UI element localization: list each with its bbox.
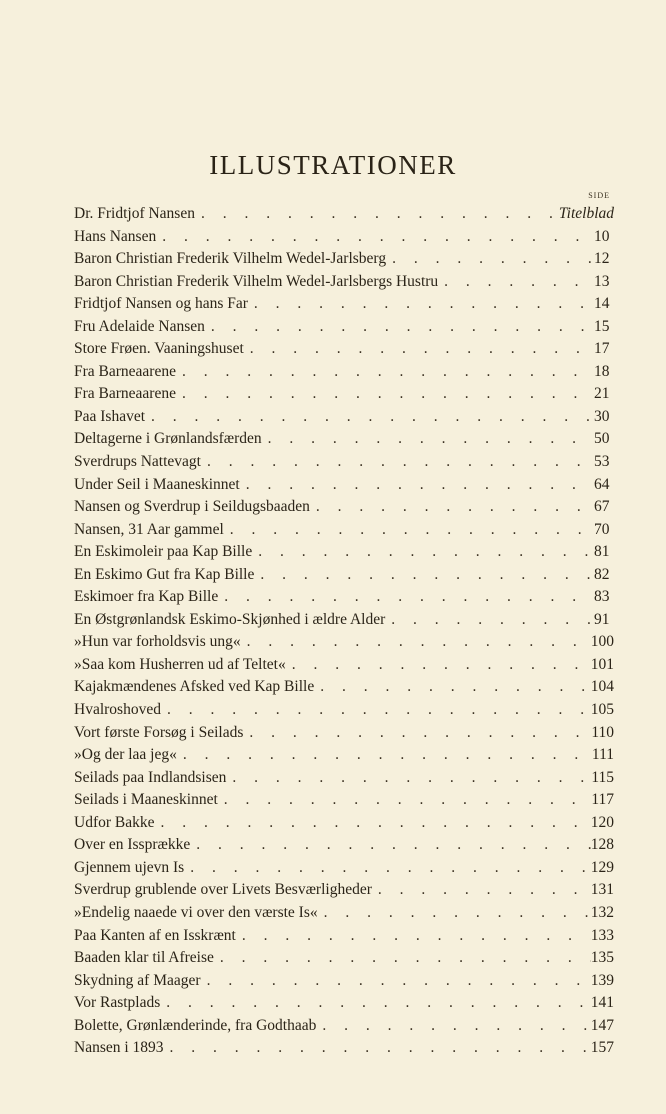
entry-title: Over en Issprække — [74, 836, 191, 854]
entry-page: 139 — [590, 971, 614, 989]
dot-leader — [195, 203, 559, 226]
dot-leader — [236, 925, 591, 948]
entry-title: Deltagerne i Grønlandsfærden — [74, 430, 262, 448]
entry-page: 157 — [590, 1039, 614, 1057]
list-item — [74, 631, 614, 654]
dot-leader — [318, 902, 591, 925]
entry-page: 10 — [594, 227, 610, 245]
entry-title: Hvalroshoved — [74, 701, 161, 719]
entry-title: Store Frøen. Vaaningshuset — [74, 340, 244, 358]
dot-leader — [177, 744, 592, 767]
dot-leader — [160, 992, 590, 1015]
entry-title: Paa Ishavet — [74, 407, 146, 425]
entry-page: 105 — [590, 701, 614, 719]
dot-leader — [164, 1037, 591, 1060]
list-item — [74, 428, 614, 451]
entry-page: 132 — [590, 903, 614, 921]
entry-page: 147 — [590, 1016, 614, 1034]
entry-title: Fridtjof Nansen og hans Far — [74, 295, 248, 313]
entry-page: 53 — [594, 453, 610, 471]
list-item — [74, 248, 614, 271]
list-item — [74, 338, 614, 361]
dot-leader — [438, 271, 594, 294]
dot-leader — [241, 631, 591, 654]
dot-leader — [201, 451, 594, 474]
entry-title: Hans Nansen — [74, 227, 157, 245]
entry-title: Nansen og Sverdrup i Seildugsbaaden — [74, 498, 310, 516]
dot-leader — [310, 496, 594, 519]
entry-page: 117 — [591, 791, 614, 809]
entry-title: Seilads i Maaneskinnet — [74, 791, 218, 809]
dot-leader — [176, 383, 594, 406]
list-item — [74, 226, 614, 249]
entry-title: En Østgrønlandsk Eskimo-Skjønhed i ældre Alder — [74, 610, 386, 628]
dot-leader — [205, 316, 594, 339]
entry-title: Baaden klar til Afreise — [74, 949, 214, 967]
entry-title: Seilads paa Indlandsisen — [74, 768, 227, 786]
entry-title: »Endelig naaede vi over den værste Is« — [74, 903, 318, 921]
entry-page: 104 — [590, 678, 614, 696]
entry-page: 50 — [594, 430, 610, 448]
entry-title: »Hun var forholdsvis ung« — [74, 633, 241, 651]
dot-leader — [226, 767, 591, 790]
list-item — [74, 857, 614, 880]
dot-leader — [190, 834, 591, 857]
list-item — [74, 654, 614, 677]
list-item — [74, 316, 614, 339]
list-item — [74, 564, 614, 587]
entry-page: 15 — [594, 317, 610, 335]
list-item — [74, 947, 614, 970]
entry-page: 101 — [590, 655, 614, 673]
dot-leader — [155, 812, 591, 835]
list-item — [74, 451, 614, 474]
entry-page: 82 — [594, 565, 610, 583]
entry-title: Bolette, Grønlænderinde, fra Godthaab — [74, 1016, 317, 1034]
list-item — [74, 609, 614, 632]
list-item — [74, 496, 614, 519]
list-item — [74, 1037, 614, 1060]
entry-title: Under Seil i Maaneskinnet — [74, 475, 240, 493]
dot-leader — [176, 361, 594, 384]
entry-page: 100 — [590, 633, 614, 651]
dot-leader — [372, 879, 591, 902]
entry-page: 128 — [590, 836, 614, 854]
dot-leader — [316, 1015, 590, 1038]
list-item — [74, 744, 614, 767]
list-item — [74, 925, 614, 948]
entry-title: Gjennem ujevn Is — [74, 858, 185, 876]
entry-title: Eskimoer fra Kap Bille — [74, 588, 219, 606]
dot-leader — [254, 564, 594, 587]
entry-title: Vort første Forsøg i Seilads — [74, 723, 244, 741]
dot-leader — [156, 226, 594, 249]
entry-title: Nansen, 31 Aar gammel — [74, 520, 224, 538]
dot-leader — [214, 947, 591, 970]
dot-leader — [386, 248, 594, 271]
list-item — [74, 406, 614, 429]
entry-page: 21 — [594, 385, 610, 403]
entry-title: Kajakmændenes Afsked ved Kap Bille — [74, 678, 315, 696]
list-item — [74, 699, 614, 722]
entry-page: 67 — [594, 498, 610, 516]
entry-page: 135 — [590, 949, 614, 967]
list-item — [74, 879, 614, 902]
entry-page: 129 — [590, 858, 614, 876]
entry-page: 115 — [591, 768, 614, 786]
entry-page: Titelblad — [558, 205, 614, 222]
list-item — [74, 834, 614, 857]
entry-title: Udfor Bakke — [74, 813, 155, 831]
entry-page: 91 — [594, 610, 610, 628]
dot-leader — [385, 609, 594, 632]
entry-title: En Eskimo Gut fra Kap Bille — [74, 565, 255, 583]
list-item — [74, 722, 614, 745]
dot-leader — [161, 699, 591, 722]
dot-leader — [218, 789, 592, 812]
entry-page: 133 — [590, 926, 614, 944]
entry-page: 13 — [594, 272, 610, 290]
entry-title: Sverdrups Nattevagt — [74, 453, 201, 471]
entry-page: 70 — [594, 520, 610, 538]
dot-leader — [145, 406, 594, 429]
entry-page: 141 — [590, 994, 614, 1012]
list-item — [74, 203, 614, 226]
dot-leader — [314, 676, 591, 699]
entry-title: Sverdrup grublende over Livets Besværligheder — [74, 881, 372, 899]
page-title: ILLUSTRATIONER — [209, 150, 457, 180]
list-item — [74, 992, 614, 1015]
list-item — [74, 1015, 614, 1038]
entry-page: 30 — [594, 407, 610, 425]
entry-page: 18 — [594, 362, 610, 380]
list-item — [74, 812, 614, 835]
dot-leader — [201, 970, 591, 993]
entry-title: En Eskimoleir paa Kap Bille — [74, 543, 253, 561]
entry-page: 120 — [590, 813, 614, 831]
entry-title: »Saa kom Husherren ud af Teltet« — [74, 655, 286, 673]
list-item — [74, 902, 614, 925]
list-item — [74, 361, 614, 384]
dot-leader — [243, 722, 591, 745]
entry-page: 111 — [591, 746, 614, 764]
entry-title: Fra Barneaarene — [74, 362, 176, 380]
dot-leader — [286, 654, 591, 677]
entry-title: Fra Barneaarene — [74, 385, 176, 403]
list-item — [74, 789, 614, 812]
entry-page: 12 — [594, 250, 610, 268]
page-column-label: SIDE — [588, 191, 610, 200]
entry-page: 110 — [591, 723, 614, 741]
illustrations-list — [74, 203, 614, 1060]
entry-title: Vor Rastplads — [74, 994, 161, 1012]
entry-title: Fru Adelaide Nansen — [74, 317, 205, 335]
list-item — [74, 519, 614, 542]
dot-leader — [248, 293, 594, 316]
dot-leader — [240, 474, 594, 497]
entry-page: 64 — [594, 475, 610, 493]
list-item — [74, 271, 614, 294]
entry-title: Baron Christian Frederik Vilhelm Wedel-Jarlsberg — [74, 250, 387, 268]
dot-leader — [224, 519, 594, 542]
entry-page: 14 — [594, 295, 610, 313]
dot-leader — [252, 541, 594, 564]
dot-leader — [184, 857, 591, 880]
list-item — [74, 474, 614, 497]
list-item — [74, 676, 614, 699]
list-item — [74, 586, 614, 609]
list-item — [74, 541, 614, 564]
entry-title: Nansen i 1893 — [74, 1039, 164, 1057]
dot-leader — [262, 428, 594, 451]
list-item — [74, 293, 614, 316]
entry-title: Dr. Fridtjof Nansen — [74, 205, 195, 222]
list-item — [74, 383, 614, 406]
dot-leader — [244, 338, 594, 361]
entry-page: 83 — [594, 588, 610, 606]
list-item — [74, 767, 614, 790]
entry-page: 131 — [590, 881, 614, 899]
entry-title: Baron Christian Frederik Vilhelm Wedel-Jarlsbergs Hustru — [74, 272, 439, 290]
entry-title: Paa Kanten af en Isskrænt — [74, 926, 236, 944]
entry-title: »Og der laa jeg« — [74, 746, 177, 764]
entry-page: 81 — [594, 543, 610, 561]
dot-leader — [218, 586, 594, 609]
entry-page: 17 — [594, 340, 610, 358]
entry-title: Skydning af Maager — [74, 971, 201, 989]
list-item — [74, 970, 614, 993]
